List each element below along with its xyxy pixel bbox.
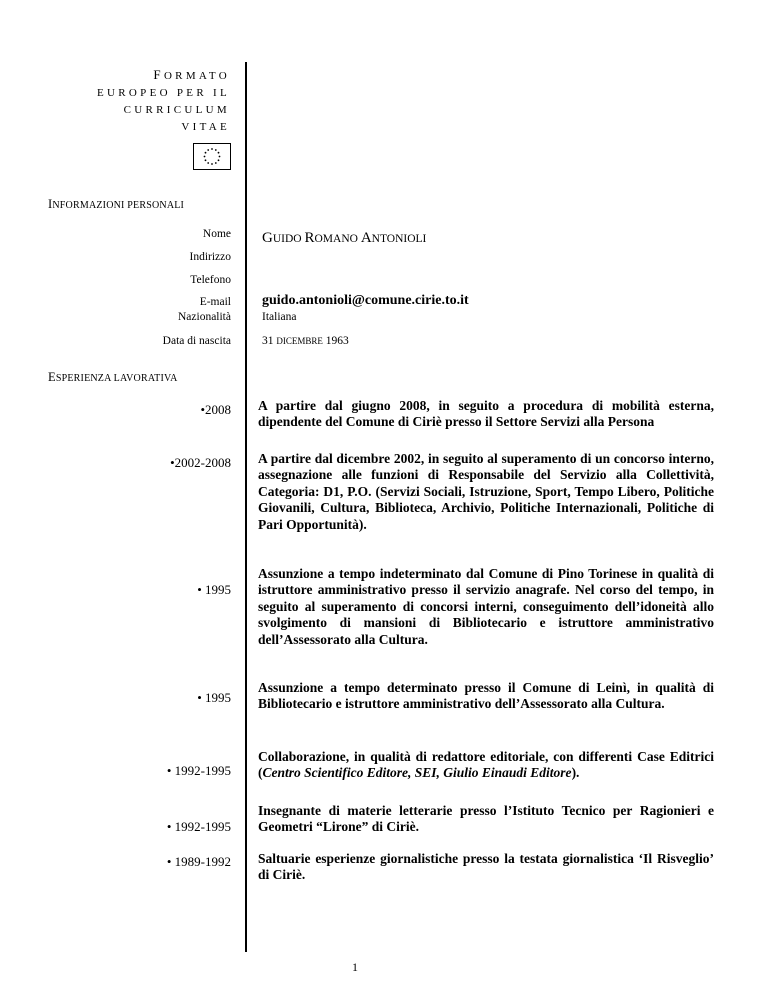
birth-label: Data di nascita	[162, 335, 231, 347]
eu-flag-icon	[193, 143, 231, 170]
email-label: E-mail	[199, 296, 231, 308]
experience-description: Assunzione a tempo determinato presso il Comune di Leinì, in qualità di Bibliotecario e istruttore amministrativo dell’Assessorato alla Cultura.	[258, 680, 714, 712]
name-label: Nome	[202, 228, 231, 240]
experience-heading: ESPERIENZA LAVORATIVA	[48, 370, 178, 384]
header-line-1: FORMATO	[153, 67, 230, 82]
experience-year: • 1992-1995	[166, 819, 231, 834]
header-line-3: CURRICULUM	[123, 104, 230, 116]
experience-description: A partire dal dicembre 2002, in seguito al superamento di un concorso interno, assegnazione alle funzioni di Responsabile del Servizio alla Collettività, Categoria: D1, P.O. (Servizi Sociali, Istruzione, Sport, Tempo Libero, Politiche Giovanili, Cultura, Biblioteca, Archivio, Politiche Internazionali, Politiche di Pari Opportunità).	[258, 451, 714, 532]
personal-info-heading: INFORMAZIONI PERSONALI	[48, 197, 185, 211]
experience-description: Collaborazione, in qualità di redattore editoriale, con differenti Case Editrici (Centro Scientifico Editore, SEI, Giulio Einaudi Editore).	[258, 749, 714, 781]
experience-year: • 1992-1995	[166, 763, 231, 778]
vertical-divider	[245, 62, 247, 952]
experience-description: Assunzione a tempo indeterminato dal Comune di Pino Torinese in qualità di istruttore amministrativo presso il servizio anagrafe. Nel corso del tempo, in seguito al superamento di concorsi interni, conseguimento dell’idoneità allo svolgimento di mansioni di Bibliotecario e istruttore amministrativo dell’Assessorato alla Cultura.	[258, 566, 714, 647]
experience-description: A partire dal giugno 2008, in seguito a procedura di mobilità esterna, dipendente del Comune di Ciriè presso il Settore Servizi alla Persona	[258, 398, 714, 430]
experience-year: • 1989-1992	[166, 854, 231, 869]
experience-year: • 1995	[197, 582, 231, 597]
experience-year: •2002-2008	[170, 455, 231, 470]
page-number: 1	[352, 960, 358, 974]
full-name: GUIDO ROMANO ANTONIOLI	[262, 230, 427, 246]
phone-label: Telefono	[190, 274, 231, 286]
experience-year: • 1995	[197, 690, 231, 705]
experience-year: •2008	[200, 402, 231, 417]
experience-description: Saltuarie esperienze giornalistiche presso la testata giornalistica ‘Il Risveglio’ di Ciriè.	[258, 851, 714, 883]
header-line-4: VITAE	[181, 121, 230, 133]
email-value: guido.antonioli@comune.cirie.to.it	[262, 293, 469, 308]
format-header	[97, 66, 230, 136]
nationality-value: Italiana	[262, 311, 297, 323]
address-label: Indirizzo	[189, 251, 231, 263]
experience-description: Insegnante di materie letterarie presso l’Istituto Tecnico per Ragionieri e Geometri “Lirone” di Ciriè.	[258, 803, 714, 835]
nationality-label: Nazionalità	[177, 311, 231, 323]
birth-value: 31 DICEMBRE 1963	[262, 335, 349, 347]
header-line-2: EUROPEO PER IL	[97, 87, 230, 99]
